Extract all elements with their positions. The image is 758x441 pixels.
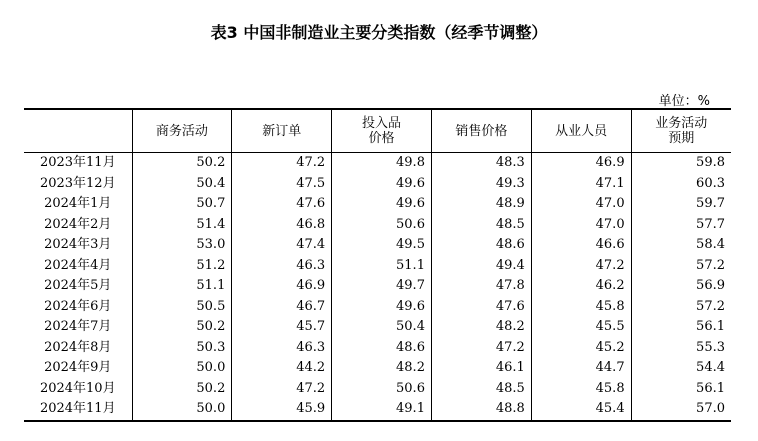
header-employment: 从业人员 xyxy=(531,109,631,153)
table-cell: 50.0 xyxy=(132,358,232,379)
table-cell: 48.2 xyxy=(332,358,432,379)
table-row xyxy=(24,338,731,359)
table-cell: 46.3 xyxy=(232,256,332,277)
table-cell: 50.0 xyxy=(132,399,232,421)
table-row xyxy=(24,358,731,379)
table-cell: 45.5 xyxy=(531,317,631,338)
table-cell: 57.7 xyxy=(631,215,731,236)
row-period: 2024年7月 xyxy=(44,319,112,335)
table-row xyxy=(24,256,731,277)
table-cell: 49.8 xyxy=(332,153,432,174)
table-cell: 46.2 xyxy=(531,276,631,297)
row-period: 2024年8月 xyxy=(44,339,112,355)
table-cell: 49.6 xyxy=(332,297,432,318)
table-cell: 48.5 xyxy=(431,379,531,400)
table-cell: 50.4 xyxy=(332,317,432,338)
table-cell: 49.1 xyxy=(332,399,432,421)
table-cell: 57.2 xyxy=(631,297,731,318)
row-period: 2023年12月 xyxy=(39,175,116,191)
table-cell: 49.5 xyxy=(332,235,432,256)
table-cell: 47.0 xyxy=(531,194,631,215)
table-cell: 45.9 xyxy=(232,399,332,421)
table-cell: 45.4 xyxy=(531,399,631,421)
table-cell: 45.2 xyxy=(531,338,631,359)
row-period: 2024年4月 xyxy=(44,257,112,273)
header-business-expectation: 业务活动 预期 xyxy=(631,109,731,153)
index-table xyxy=(24,108,731,422)
table-row xyxy=(24,235,731,256)
table-row xyxy=(24,276,731,297)
table-cell: 50.6 xyxy=(332,379,432,400)
table-cell: 47.2 xyxy=(431,338,531,359)
table-cell: 50.7 xyxy=(132,194,232,215)
table-cell: 50.3 xyxy=(132,338,232,359)
row-period: 2024年2月 xyxy=(44,216,112,232)
table-cell: 46.9 xyxy=(232,276,332,297)
header-period xyxy=(24,109,132,153)
table-cell: 46.1 xyxy=(431,358,531,379)
unit-label: 单位：% xyxy=(658,94,710,109)
table-row xyxy=(24,317,731,338)
table-cell: 55.3 xyxy=(631,338,731,359)
table-cell: 53.0 xyxy=(132,235,232,256)
table-cell: 47.5 xyxy=(232,174,332,195)
table-cell: 49.6 xyxy=(332,194,432,215)
table-cell: 45.7 xyxy=(232,317,332,338)
table-cell: 47.4 xyxy=(232,235,332,256)
table-cell: 47.2 xyxy=(531,256,631,277)
table-row xyxy=(24,297,731,318)
row-period: 2024年5月 xyxy=(44,278,112,294)
row-period: 2024年3月 xyxy=(44,237,112,253)
header-new-orders: 新订单 xyxy=(232,109,332,153)
header-business-activity: 商务活动 xyxy=(132,109,232,153)
table-cell: 48.3 xyxy=(431,153,531,174)
table-row xyxy=(24,399,731,421)
table-row xyxy=(24,215,731,236)
table-cell: 46.6 xyxy=(531,235,631,256)
table-cell: 46.3 xyxy=(232,338,332,359)
table-cell: 48.8 xyxy=(431,399,531,421)
table-cell: 51.1 xyxy=(132,276,232,297)
table-cell: 48.9 xyxy=(431,194,531,215)
row-period: 2024年11月 xyxy=(24,399,132,421)
table-cell: 47.8 xyxy=(431,276,531,297)
table-cell: 50.5 xyxy=(132,297,232,318)
table-cell: 48.6 xyxy=(332,338,432,359)
table-cell: 57.0 xyxy=(631,399,731,421)
table-cell: 48.5 xyxy=(431,215,531,236)
table-body xyxy=(24,153,731,421)
row-period: 2024年10月 xyxy=(39,380,116,396)
table-cell: 51.4 xyxy=(132,215,232,236)
table-cell: 49.4 xyxy=(431,256,531,277)
table-cell: 59.8 xyxy=(631,153,731,174)
header-input-prices: 投入品 价格 xyxy=(332,109,432,153)
table-cell: 48.6 xyxy=(431,235,531,256)
table-cell: 47.6 xyxy=(232,194,332,215)
row-period: 2023年11月 xyxy=(39,155,116,171)
table-cell: 50.2 xyxy=(132,379,232,400)
table-cell: 45.8 xyxy=(531,297,631,318)
table-cell: 49.3 xyxy=(431,174,531,195)
table-title: 表3 中国非制造业主要分类指数（经季节调整） xyxy=(210,23,548,42)
table-cell: 51.1 xyxy=(332,256,432,277)
table-cell: 44.2 xyxy=(232,358,332,379)
table-cell: 47.6 xyxy=(431,297,531,318)
table-cell: 60.3 xyxy=(631,174,731,195)
table-cell: 45.8 xyxy=(531,379,631,400)
table-cell: 57.2 xyxy=(631,256,731,277)
table-cell: 49.7 xyxy=(332,276,432,297)
table-cell: 54.4 xyxy=(631,358,731,379)
table-cell: 50.4 xyxy=(132,174,232,195)
table-cell: 49.6 xyxy=(332,174,432,195)
table-cell: 50.2 xyxy=(132,153,232,174)
table-cell: 46.7 xyxy=(232,297,332,318)
table-cell: 47.1 xyxy=(531,174,631,195)
row-period: 2024年1月 xyxy=(44,196,112,212)
table-cell: 44.7 xyxy=(531,358,631,379)
table-cell: 47.2 xyxy=(232,153,332,174)
table-cell: 46.9 xyxy=(531,153,631,174)
table-cell: 46.8 xyxy=(232,215,332,236)
table-cell: 59.7 xyxy=(631,194,731,215)
table-cell: 51.2 xyxy=(132,256,232,277)
table-cell: 56.1 xyxy=(631,317,731,338)
row-period: 2024年9月 xyxy=(44,360,112,376)
table-cell: 58.4 xyxy=(631,235,731,256)
row-period: 2024年6月 xyxy=(44,298,112,314)
table-row xyxy=(24,379,731,400)
table-row xyxy=(24,194,731,215)
table-cell: 50.6 xyxy=(332,215,432,236)
table-cell: 56.9 xyxy=(631,276,731,297)
table-cell: 50.2 xyxy=(132,317,232,338)
table-cell: 48.2 xyxy=(431,317,531,338)
table-cell: 47.0 xyxy=(531,215,631,236)
header-sales-prices: 销售价格 xyxy=(431,109,531,153)
table-cell: 47.2 xyxy=(232,379,332,400)
header-row xyxy=(24,109,731,153)
table-row xyxy=(24,153,731,174)
table-row xyxy=(24,174,731,195)
table-cell: 56.1 xyxy=(631,379,731,400)
